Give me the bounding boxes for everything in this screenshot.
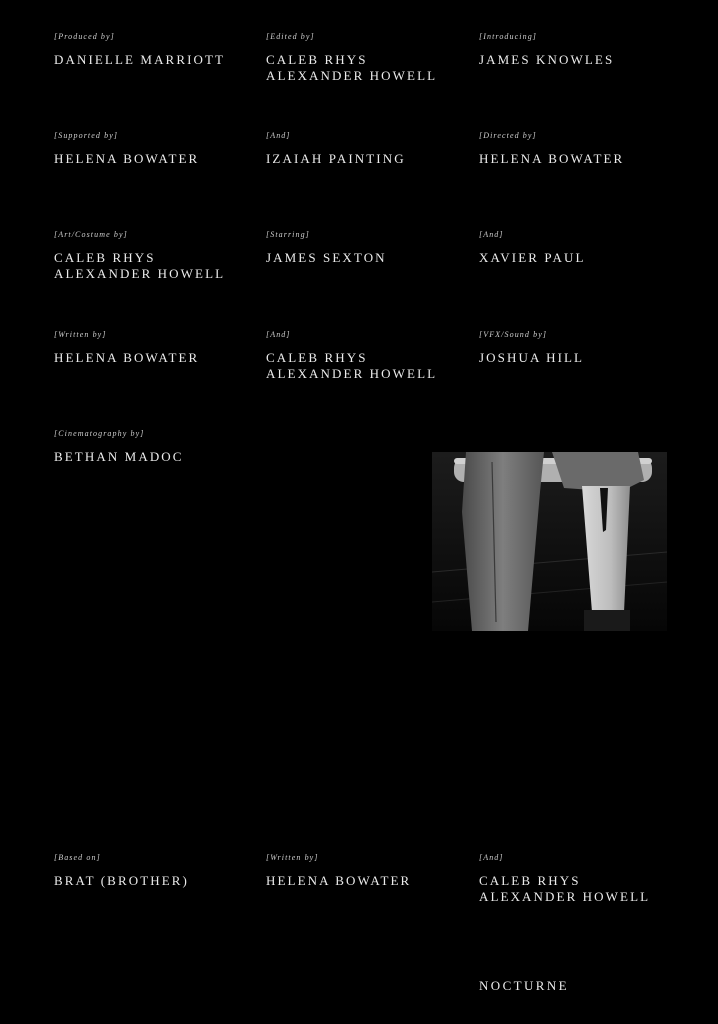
credit-role: [And] bbox=[479, 853, 504, 862]
credit-role: [Directed by] bbox=[479, 131, 537, 140]
credit-vfx-sound-by bbox=[479, 330, 584, 366]
credit-name: CALEB RHYS ALEXANDER HOWELL bbox=[479, 873, 651, 904]
credit-name: BRAT (BROTHER) bbox=[54, 873, 189, 888]
credit-name: JAMES SEXTON bbox=[266, 250, 387, 265]
credit-name: HELENA BOWATER bbox=[54, 350, 200, 365]
credit-name: CALEB RHYS ALEXANDER HOWELL bbox=[266, 52, 438, 83]
credit-role: [Based on] bbox=[54, 853, 101, 862]
credit-written-by bbox=[266, 853, 411, 889]
credit-role: [And] bbox=[266, 330, 291, 339]
credit-role: [Cinematography by] bbox=[54, 429, 145, 438]
credit-introducing bbox=[479, 32, 614, 68]
credit-and bbox=[479, 230, 586, 266]
credit-name: JAMES KNOWLES bbox=[479, 52, 615, 67]
credit-role: [And] bbox=[266, 131, 291, 140]
film-still-image bbox=[432, 452, 667, 631]
credit-art-costume-by bbox=[54, 230, 225, 282]
credit-name: HELENA BOWATER bbox=[54, 151, 200, 166]
credit-role: [Produced by] bbox=[54, 32, 115, 41]
credit-role: [Edited by] bbox=[266, 32, 315, 41]
credit-name: HELENA BOWATER bbox=[479, 151, 625, 166]
credit-edited-by bbox=[266, 32, 437, 84]
credit-name: CALEB RHYS ALEXANDER HOWELL bbox=[54, 250, 226, 281]
credit-directed-by bbox=[479, 131, 624, 167]
credit-produced-by bbox=[54, 32, 225, 68]
credit-written-by bbox=[54, 330, 199, 366]
credit-cinematography-by bbox=[54, 429, 184, 465]
credit-role: [Written by] bbox=[266, 853, 319, 862]
credit-name: CALEB RHYS ALEXANDER HOWELL bbox=[266, 350, 438, 381]
credit-and bbox=[266, 330, 437, 382]
credit-role: [And] bbox=[479, 230, 504, 239]
credit-based-on bbox=[54, 853, 189, 889]
credit-and bbox=[266, 131, 406, 167]
credit-role: [Introducing] bbox=[479, 32, 538, 41]
credit-role: [Written by] bbox=[54, 330, 107, 339]
credit-name: BETHAN MADOC bbox=[54, 449, 184, 464]
credit-name: HELENA BOWATER bbox=[266, 873, 412, 888]
credit-role: [Starring] bbox=[266, 230, 310, 239]
credit-name: IZAIAH PAINTING bbox=[266, 151, 406, 166]
credit-and bbox=[479, 853, 650, 905]
credit-name: DANIELLE MARRIOTT bbox=[54, 52, 226, 67]
credit-role: [Supported by] bbox=[54, 131, 119, 140]
credit-supported-by bbox=[54, 131, 199, 167]
film-title: NOCTURNE bbox=[479, 978, 569, 993]
credit-role: [Art/Costume by] bbox=[54, 230, 128, 239]
credit-starring bbox=[266, 230, 387, 266]
credit-name: XAVIER PAUL bbox=[479, 250, 586, 265]
credit-role: [VFX/Sound by] bbox=[479, 330, 548, 339]
credit-name: JOSHUA HILL bbox=[479, 350, 585, 365]
